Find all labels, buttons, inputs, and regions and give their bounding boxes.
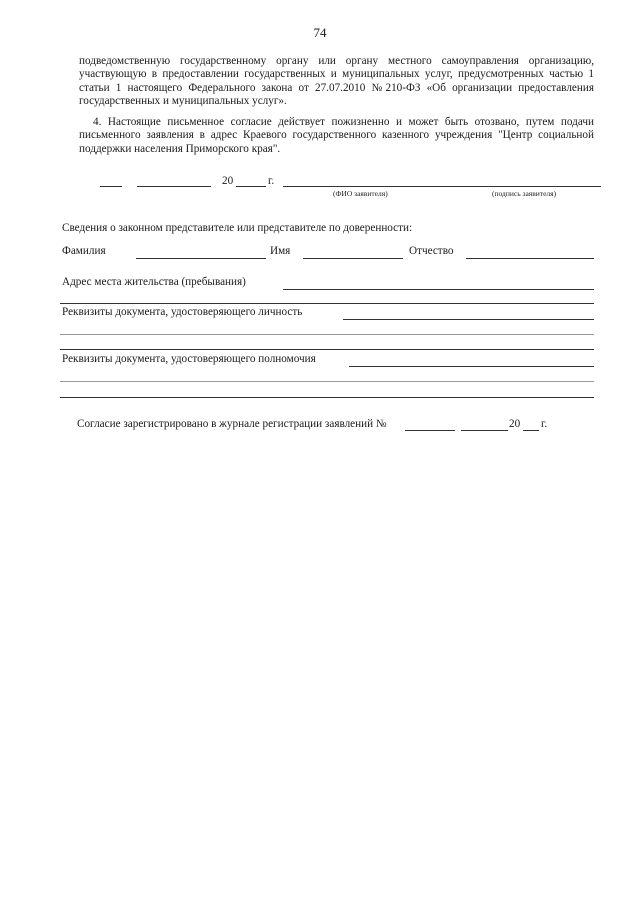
name-label: Имя (270, 245, 291, 257)
identity-doc-field[interactable] (343, 319, 594, 320)
date-day-blank[interactable] (100, 186, 122, 187)
date-year-prefix: 20 (222, 175, 234, 187)
date-month-blank[interactable] (137, 186, 211, 187)
patronymic-field[interactable] (466, 258, 594, 259)
caption-applicant-name: (ФИО заявителя) (333, 189, 388, 198)
address-label: Адрес места жительства (пребывания) (62, 276, 246, 288)
date-year-suffix: г. (268, 175, 275, 187)
date-year-blank[interactable] (236, 186, 266, 187)
registration-number-field[interactable] (405, 430, 455, 431)
caption-applicant-signature: (подпись заявителя) (492, 189, 557, 198)
registration-year-prefix: 20 (509, 418, 521, 430)
registration-year-suffix: г. (541, 418, 548, 430)
registration-text: Согласие зарегистрировано в журнале регистрации заявлений № (77, 418, 387, 430)
registration-year-field[interactable] (523, 430, 539, 431)
identity-doc-field-line-3[interactable] (60, 349, 594, 350)
applicant-signature-line[interactable] (283, 186, 601, 187)
surname-field[interactable] (136, 258, 266, 259)
representative-heading: Сведения о законном представителе или представителе по доверенности: (62, 222, 413, 234)
name-field[interactable] (303, 258, 403, 259)
authority-doc-field[interactable] (349, 366, 594, 367)
patronymic-label: Отчество (409, 245, 454, 257)
page-number: 74 (313, 25, 327, 40)
address-field[interactable] (283, 289, 594, 290)
authority-doc-label: Реквизиты документа, удостоверяющего полномочия (62, 353, 316, 365)
registration-date-field[interactable] (461, 430, 508, 431)
identity-doc-field-line-2[interactable] (60, 334, 594, 335)
authority-doc-field-line-3[interactable] (60, 397, 594, 398)
consent-paragraph-4: 4. Настоящие письменное согласие действует пожизненно и может быть отозвано, путем подачи письменного заявления в адрес Краевого государственного казенного учреждения "Центр социальной поддержки населения Приморского края". (79, 116, 594, 155)
authority-doc-field-line-2[interactable] (60, 381, 594, 382)
surname-label: Фамилия (62, 245, 106, 257)
identity-doc-label: Реквизиты документа, удостоверяющего личность (62, 306, 303, 318)
consent-paragraph-continuation: подведомственную государственному органу или органу местного самоуправления организацию, участвующую в предоставлении государственных и муниципальных услуг, предусмотренных частью 1 статьи 1 настоящего Федерального закона от 27.07.2010 №210-ФЗ «Об организации предоставления государственных и муниципальных услуг». (79, 55, 594, 107)
address-field-continuation[interactable] (60, 303, 594, 304)
